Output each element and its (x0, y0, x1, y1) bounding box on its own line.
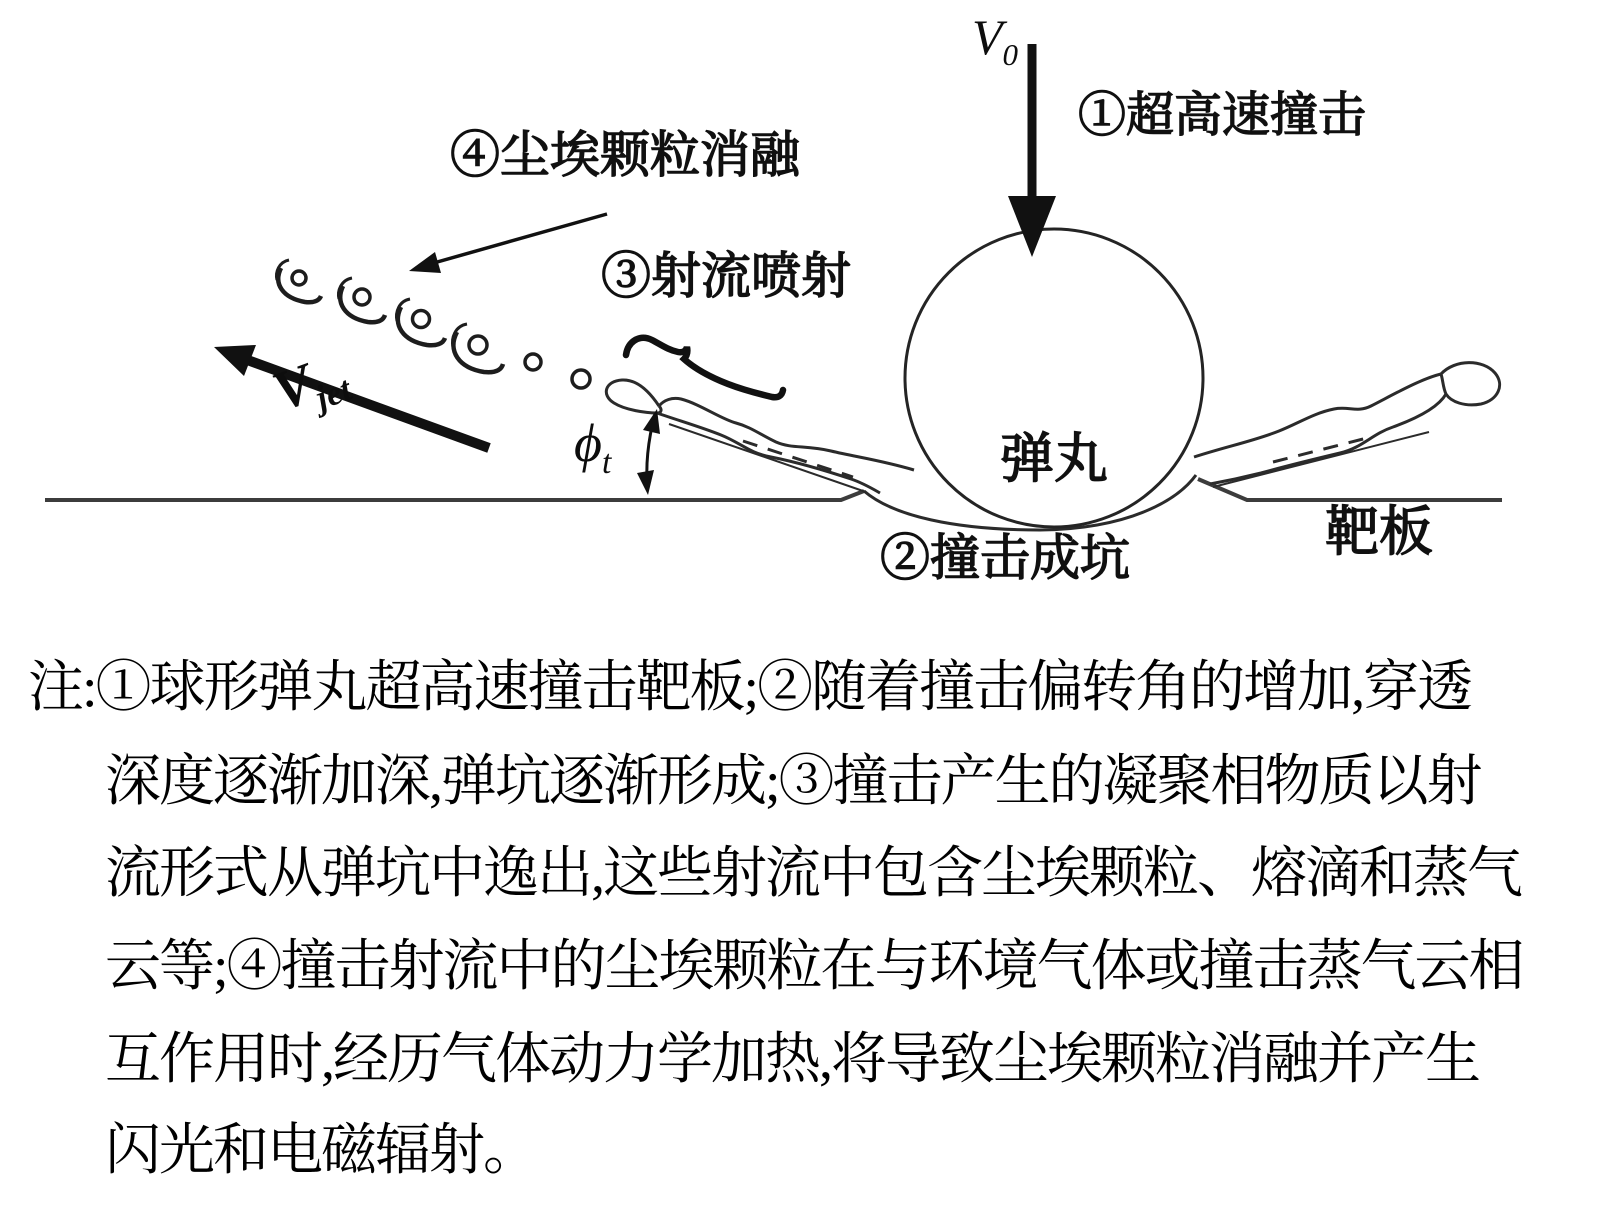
vjet-subscript: jet (310, 368, 357, 418)
label-jet-spray: ③射流喷射 (601, 248, 851, 304)
note-line: 闪光和电磁辐射。 (105, 1120, 537, 1182)
dust-particle (277, 260, 322, 302)
note-line: 注:①球形弹丸超高速撞击靶板;②随着撞击偏转角的增加,穿透 (28, 657, 1472, 719)
label-projectile: 弹丸 (1000, 429, 1108, 489)
target-surface-right-line (1198, 479, 1502, 500)
v0-subscript: 0 (1002, 37, 1019, 72)
label-hypervelocity-impact: ①超高速撞击 (1078, 89, 1367, 142)
label-phi-t (574, 413, 612, 481)
dust-droplet (572, 370, 590, 388)
label-dust-ablation: ④尘埃颗粒消融 (450, 127, 800, 183)
phi-angle-arrow (637, 409, 660, 495)
note-line: 云等;④撞击射流中的尘埃颗粒在与环境气体或撞击蒸气云相 (105, 936, 1523, 998)
note-line: 互作用时,经历气体动力学加热,将导致尘埃颗粒消融并产生 (105, 1029, 1479, 1091)
v0-symbol: V (972, 9, 1003, 65)
dust-particle (339, 278, 385, 322)
label-impact-crater: ②撞击成坑 (880, 530, 1130, 586)
dust-particle (453, 324, 503, 372)
label-v0 (972, 9, 1019, 72)
vjet-symbol: V (264, 352, 322, 424)
jet-brace (626, 338, 783, 397)
ejecta-jet-right (1194, 363, 1500, 487)
note-line: 流形式从弹坑中逸出,这些射流中包含尘埃颗粒、熔滴和蒸气 (105, 843, 1521, 905)
label-target-plate: 靶板 (1325, 502, 1433, 562)
note-line: 深度逐渐加深,弹坑逐渐形成;③撞击产生的凝聚相物质以射 (105, 751, 1481, 813)
v0-arrow (1008, 44, 1056, 257)
phi-subscript: t (601, 443, 612, 481)
phi-symbol: ϕ (574, 413, 602, 473)
target-surface-left-line (45, 491, 864, 500)
dust-annotation-arrow (409, 214, 607, 273)
dust-droplet (525, 354, 541, 370)
dust-particle (397, 299, 445, 345)
